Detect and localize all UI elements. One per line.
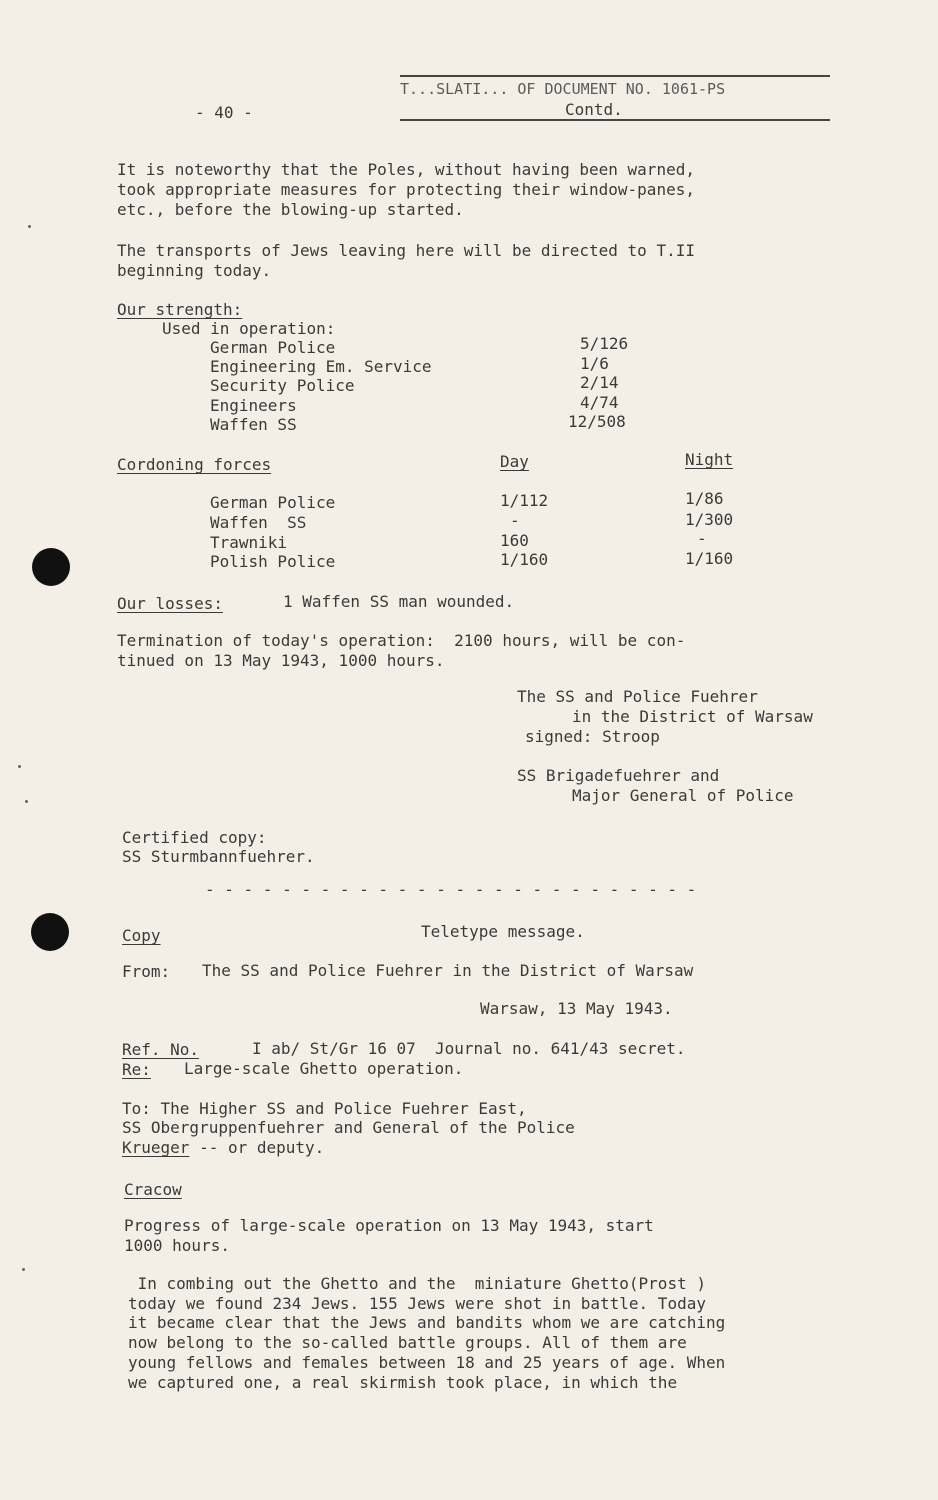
teletype-title: Teletype message. (421, 922, 585, 941)
from-label: From: (122, 962, 171, 981)
cordoning-unit: Trawniki (210, 533, 288, 552)
signature-line-3: signed: Stroop (525, 727, 660, 746)
header-top-rule (400, 75, 830, 77)
section-separator: - - - - - - - - - - - - - - - - - - - - - - - - - - (205, 880, 697, 899)
body-line-3: it became clear that the Jews and bandits whom we are catching (128, 1313, 726, 1332)
recipient-name: Krueger (122, 1138, 190, 1157)
strength-unit: Engineers (210, 396, 297, 415)
cordoning-night-value: 1/300 (685, 510, 734, 529)
losses-label: Our losses: (117, 594, 223, 613)
body-line-2: today we found 234 Jews. 155 Jews were shot in battle. Today (128, 1294, 706, 1313)
strength-unit: German Police (210, 338, 336, 357)
cordoning-unit: German Police (210, 493, 336, 512)
speck (28, 225, 31, 228)
body-line-6: we captured one, a real skirmish took place, in which the (128, 1373, 678, 1392)
to-line-1: To: The Higher SS and Police Fuehrer East, (122, 1099, 527, 1118)
cordoning-day-value: 1/112 (500, 491, 549, 510)
paragraph-1-line-2: took appropriate measures for protecting their window-panes, (117, 180, 695, 199)
signature-line-1: The SS and Police Fuehrer (517, 687, 758, 706)
strength-value: 5/126 (580, 334, 629, 353)
cordoning-night-value: - (697, 529, 707, 548)
cordoning-day-value: - (510, 511, 520, 530)
body-line-5: young fellows and females between 18 and 25 years of age. When (128, 1353, 726, 1372)
body-line-4: now belong to the so-called battle groups. All of them are (128, 1333, 687, 1352)
termination-line-1: Termination of today's operation: 2100 hours, will be con- (117, 631, 686, 650)
signature-line-5: Major General of Police (572, 786, 794, 805)
from-text: The SS and Police Fuehrer in the District of Warsaw (202, 961, 694, 980)
document-title: T...SLATI... OF DOCUMENT NO. 1061-PS (400, 80, 726, 98)
signature-line-4: SS Brigadefuehrer and (517, 766, 720, 785)
cordoning-day-value: 1/160 (500, 550, 549, 569)
cordoning-unit: Waffen SS (210, 513, 307, 532)
contd-label: Contd. (565, 100, 623, 119)
progress-line-2: 1000 hours. (124, 1236, 230, 1255)
to-line-2: SS Obergruppenfuehrer and General of the Police (122, 1118, 575, 1137)
strength-subheading: Used in operation: (162, 319, 336, 338)
ref-text: I ab/ St/Gr 16 07 Journal no. 641/43 secret. (252, 1039, 686, 1058)
header-bottom-rule (400, 119, 830, 121)
strength-heading: Our strength: (117, 300, 243, 319)
strength-unit: Engineering Em. Service (210, 357, 432, 376)
paragraph-2-line-2: beginning today. (117, 261, 272, 280)
paragraph-1-line-3: etc., before the blowing-up started. (117, 200, 464, 219)
cordoning-heading: Cordoning forces (117, 455, 272, 474)
strength-value: 12/508 (568, 412, 626, 431)
copy-label: Copy (122, 926, 161, 945)
strength-unit: Security Police (210, 376, 355, 395)
paragraph-1-line-1: It is noteworthy that the Poles, without having been warned, (117, 160, 695, 179)
strength-value: 4/74 (580, 393, 619, 412)
strength-unit: Waffen SS (210, 415, 297, 434)
speck (22, 1268, 25, 1271)
signature-line-2: in the District of Warsaw (572, 707, 813, 726)
body-line-1: In combing out the Ghetto and the miniature Ghetto(Prost ) (128, 1274, 706, 1293)
certified-line-2: SS Sturmbannfuehrer. (122, 847, 315, 866)
cordoning-night-label: Night (685, 450, 734, 469)
ref-label: Ref. No. (122, 1040, 200, 1059)
speck (18, 765, 21, 768)
cordoning-night-value: 1/86 (685, 489, 724, 508)
cordoning-unit: Polish Police (210, 552, 336, 571)
place-label: Cracow (124, 1180, 182, 1199)
progress-line-1: Progress of large-scale operation on 13 May 1943, start (124, 1216, 654, 1235)
speck (25, 800, 28, 803)
strength-value: 1/6 (580, 354, 609, 373)
re-text: Large-scale Ghetto operation. (184, 1059, 464, 1078)
re-label: Re: (122, 1060, 151, 1079)
cordoning-day-value: 160 (500, 531, 529, 550)
paragraph-2-line-1: The transports of Jews leaving here will be directed to T.II (117, 241, 695, 260)
recipient-suffix: -- or deputy. (189, 1138, 325, 1157)
cordoning-day-label: Day (500, 452, 529, 471)
strength-value: 2/14 (580, 373, 619, 392)
losses-text: 1 Waffen SS man wounded. (283, 592, 515, 611)
punch-hole (31, 913, 69, 951)
page-number: - 40 - (195, 103, 253, 122)
termination-line-2: tinued on 13 May 1943, 1000 hours. (117, 651, 445, 670)
cordoning-night-value: 1/160 (685, 549, 734, 568)
to-line-3 (122, 1138, 324, 1158)
punch-hole (32, 548, 70, 586)
teletype-date: Warsaw, 13 May 1943. (480, 999, 673, 1018)
certified-line-1: Certified copy: (122, 828, 267, 847)
